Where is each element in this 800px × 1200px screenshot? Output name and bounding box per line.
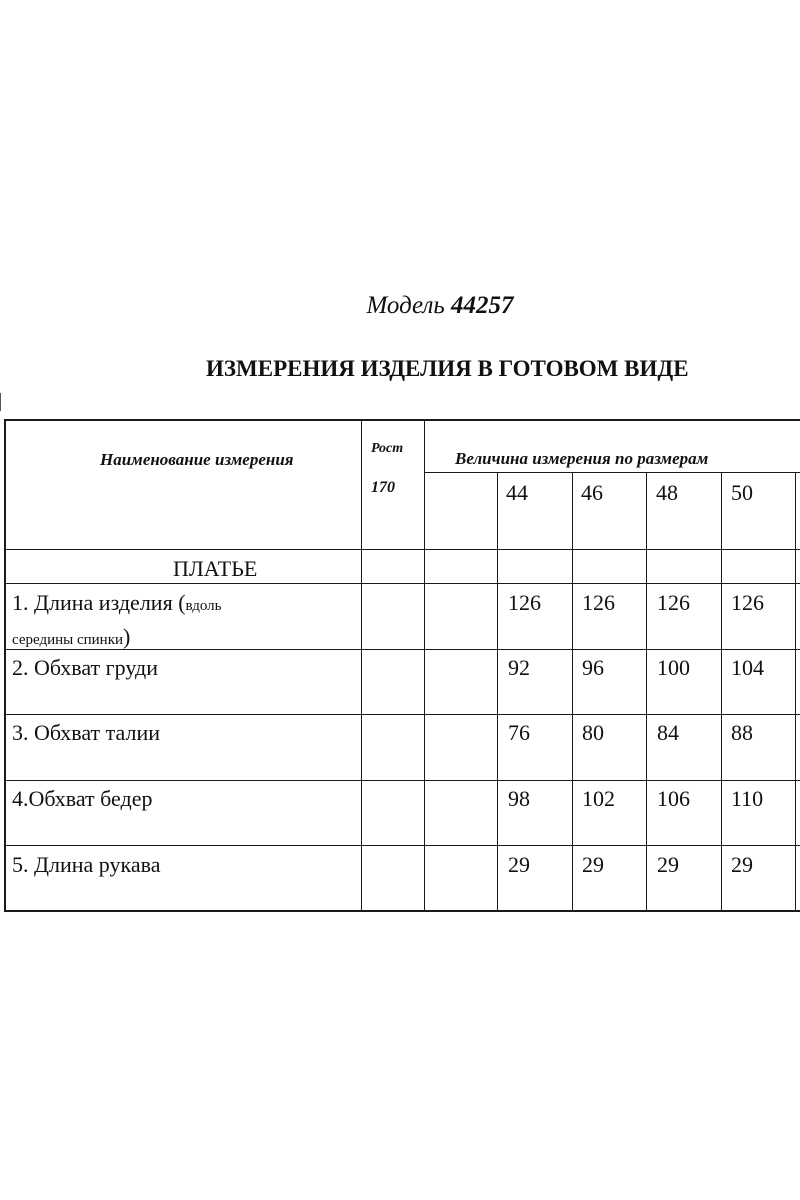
cell-sleeve-44: 29 (508, 852, 530, 877)
height-value: 170 (371, 479, 395, 496)
rule-header-bottom (4, 549, 800, 550)
rule-col-50 (795, 472, 796, 912)
model-number: 44257 (451, 292, 514, 319)
column-header-name: Наименование измерения (100, 450, 294, 469)
rule-row-4 (4, 845, 800, 846)
rule-col-blank (497, 472, 498, 912)
row-label-waist: 3. Обхват талии (12, 720, 161, 745)
row-label-length-text: 1. Длина изделия (12, 590, 173, 615)
row-label-length (12, 590, 222, 616)
cell-length-44: 126 (508, 590, 541, 615)
size-46: 46 (581, 480, 603, 505)
rule-row-2 (4, 714, 800, 715)
rule-sizes-header (425, 472, 800, 473)
rule-section (4, 583, 800, 584)
cell-chest-46: 96 (582, 655, 604, 680)
cell-waist-48: 84 (657, 720, 679, 745)
row-note-line2 (12, 624, 130, 650)
row-label-chest: 2. Обхват груди (12, 655, 158, 680)
document-title: ИЗМЕРЕНИЯ ИЗДЕЛИЯ В ГОТОВОМ ВИДЕ (206, 356, 689, 381)
section-label: ПЛАТЬЕ (173, 556, 258, 581)
cell-waist-44: 76 (508, 720, 530, 745)
rule-col-left (4, 419, 6, 912)
rule-col-46 (646, 472, 647, 912)
cell-sleeve-46: 29 (582, 852, 604, 877)
row-note-open: ( (178, 590, 186, 615)
size-48: 48 (656, 480, 678, 505)
cell-hips-48: 106 (657, 786, 690, 811)
cell-chest-50: 104 (731, 655, 764, 680)
rule-row-3 (4, 780, 800, 781)
model-prefix: Модель (366, 292, 445, 319)
cell-hips-44: 98 (508, 786, 530, 811)
row-note-part2: середины спинки (12, 632, 124, 648)
rule-col-height (424, 419, 425, 912)
cell-length-50: 126 (731, 590, 764, 615)
size-50: 50 (731, 480, 753, 505)
column-header-height: Рост (371, 441, 404, 456)
cell-hips-46: 102 (582, 786, 615, 811)
cell-length-46: 126 (582, 590, 615, 615)
column-header-sizes: Величина измерения по размерам (455, 449, 709, 468)
cell-waist-46: 80 (582, 720, 604, 745)
cell-length-48: 126 (657, 590, 690, 615)
rule-bottom (4, 910, 800, 912)
cell-chest-48: 100 (657, 655, 690, 680)
cell-waist-50: 88 (731, 720, 753, 745)
row-label-sleeve: 5. Длина рукава (12, 852, 161, 877)
rule-col-name (361, 419, 362, 912)
rule-col-48 (721, 472, 722, 912)
row-label-hips: 4.Обхват бедер (12, 786, 153, 811)
row-note-part1: вдоль (185, 598, 222, 614)
size-44: 44 (506, 480, 528, 505)
cell-sleeve-50: 29 (731, 852, 753, 877)
row-note-close: ) (123, 624, 131, 649)
cell-hips-50: 110 (731, 786, 764, 811)
cell-chest-44: 92 (508, 655, 530, 680)
rule-col-44 (572, 472, 573, 912)
cell-sleeve-48: 29 (657, 852, 679, 877)
rule-top (4, 419, 800, 421)
